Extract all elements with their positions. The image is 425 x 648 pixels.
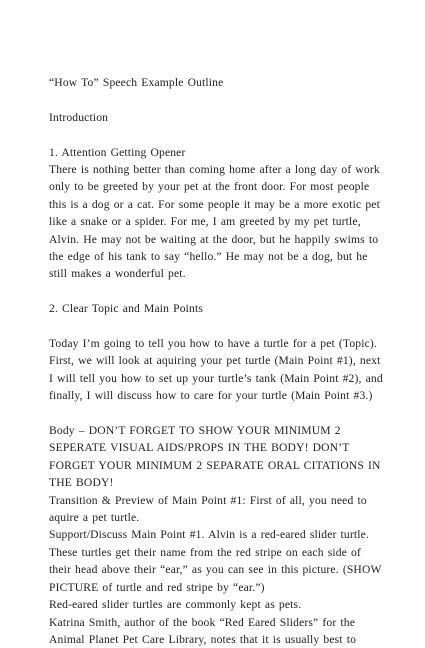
intro-heading: Introduction [49,110,109,124]
spacer [49,126,385,143]
attention-paragraph: There is nothing better than coming home after a long day of work only to be greeted by your pet at the front door. For most people this is a dog or a cat. For some people it may be a more exotic pet like a snake or a spider. For me, I am greeted by my pet turtle, Alvin. He may not be waiting at the door, but he happily swims to the edge of his tank to say “hello.” He may not be a dog, but he still makes a wonderful pet. [49,163,380,281]
document-title: “How To” Speech Example Outline [49,76,224,89]
spacer [49,91,385,108]
support-paragraph: Support/Discuss Main Point #1. Alvin is a red-eared slider turtle. These turtles get their name from the red stripe on each side of their head above their “ear,” as you can see in this picture. (SHOW PICTURE of turtle and red stripe by “ear.”) [49,528,382,594]
attention-heading: 1. Attention Getting Opener [49,145,186,159]
spacer [49,405,385,422]
support-paragraph-2: Red-eared slider turtles are commonly kept as pets. [49,598,302,612]
body-warning: Body – DON’T FORGET TO SHOW YOUR MINIMUM 2 SEPERATE VISUAL AIDS/PROPS IN THE BODY! DON’T FORGET YOUR MINIMUM 2 SEPARATE ORAL CITATIONS IN THE BODY! [49,424,381,490]
topic-heading: 2. Clear Topic and Main Points [49,302,204,316]
citation-paragraph: Katrina Smith, author of the book “Red Eared Sliders” for the Animal Planet Pet Care Library, notes that it is usually best to [49,615,357,646]
spacer [49,318,385,335]
topic-paragraph: Today I’m going to tell you how to have a turtle for a pet (Topic). First, we will look at aquiring your pet turtle (Main Point #1), next I will tell you how to set up your turtle’s tank (Main Point #2), and finally, I will discuss how to care for your turtle (Main Point #3.) [49,337,383,403]
document-body [49,74,385,648]
transition-paragraph: Transition & Preview of Main Point #1: First of all, you need to aquire a pet turtle. [49,493,367,525]
spacer [49,283,385,300]
